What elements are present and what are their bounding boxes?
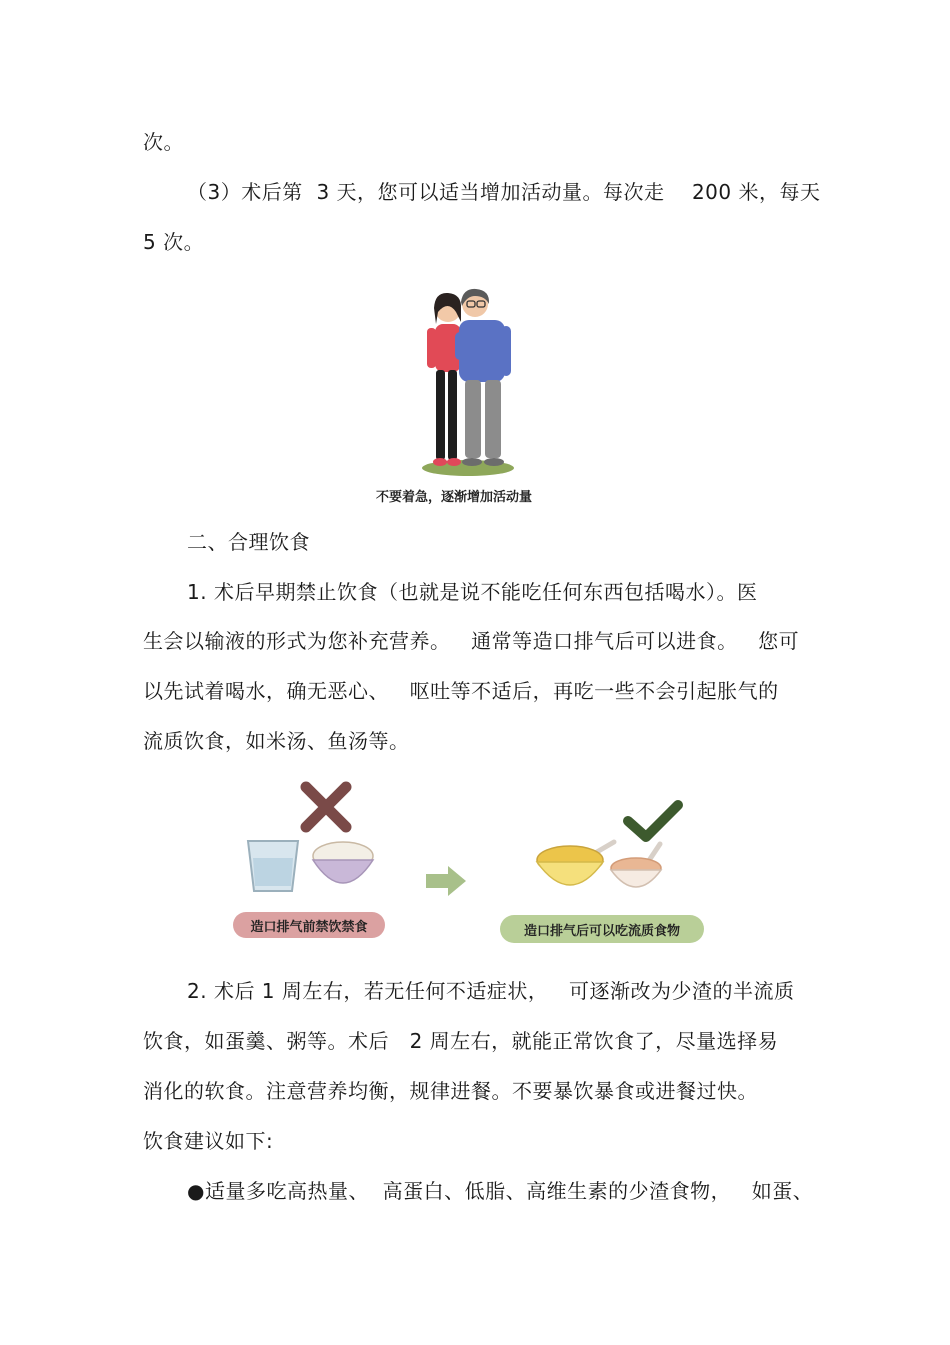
- text-line: 5 次。: [143, 230, 205, 254]
- water-glass-icon: [245, 838, 301, 894]
- text-line: 以先试着喝水，确无恶心、 呕吐等不适后，再吃一些不会引起胀气的: [143, 679, 779, 703]
- bullet-item: ●适量多吃高热量、 高蛋白、低脂、高维生素的少渣食物， 如蛋、: [187, 1179, 814, 1203]
- text-line: 消化的软食。注意营养均衡，规律进餐。不要暴饮暴食或进餐过快。: [143, 1079, 758, 1103]
- text-line: 2. 术后 1 周左右，若无任何不适症状， 可逐渐改为少渣的半流质: [187, 979, 795, 1003]
- text-line: 生会以输液的形式为您补充营养。 通常等造口排气后可以进食。 您可: [143, 629, 800, 653]
- diet-before-label: 造口排气前禁饮禁食: [233, 912, 385, 938]
- text-line: 饮食建议如下:: [143, 1129, 274, 1153]
- rice-bowl-icon: [309, 838, 377, 894]
- text-line: 1. 术后早期禁止饮食（也就是说不能吃任何东西包括喝水）。医: [187, 580, 758, 604]
- check-icon: [622, 799, 684, 845]
- text-line: 流质饮食，如米汤、鱼汤等。: [143, 729, 410, 753]
- text-line: 饮食，如蛋羹、粥等。术后 2 周左右，就能正常饮食了，尽量选择易: [143, 1029, 779, 1053]
- text-line: 次。: [143, 130, 184, 154]
- porridge-bowl-icon: [608, 842, 670, 894]
- arrow-right-icon: [424, 864, 468, 898]
- cross-icon: [300, 783, 352, 831]
- walking-caption: 不要着急，逐渐增加活动量: [376, 490, 533, 505]
- section-heading: 二、合理饮食: [187, 530, 310, 554]
- diet-after-label: 造口排气后可以吃流质食物: [500, 915, 704, 943]
- walking-couple-illustration: [415, 282, 525, 482]
- text-line: （3）术后第 3 天，您可以适当增加活动量。每次走 200 米，每天: [187, 180, 821, 204]
